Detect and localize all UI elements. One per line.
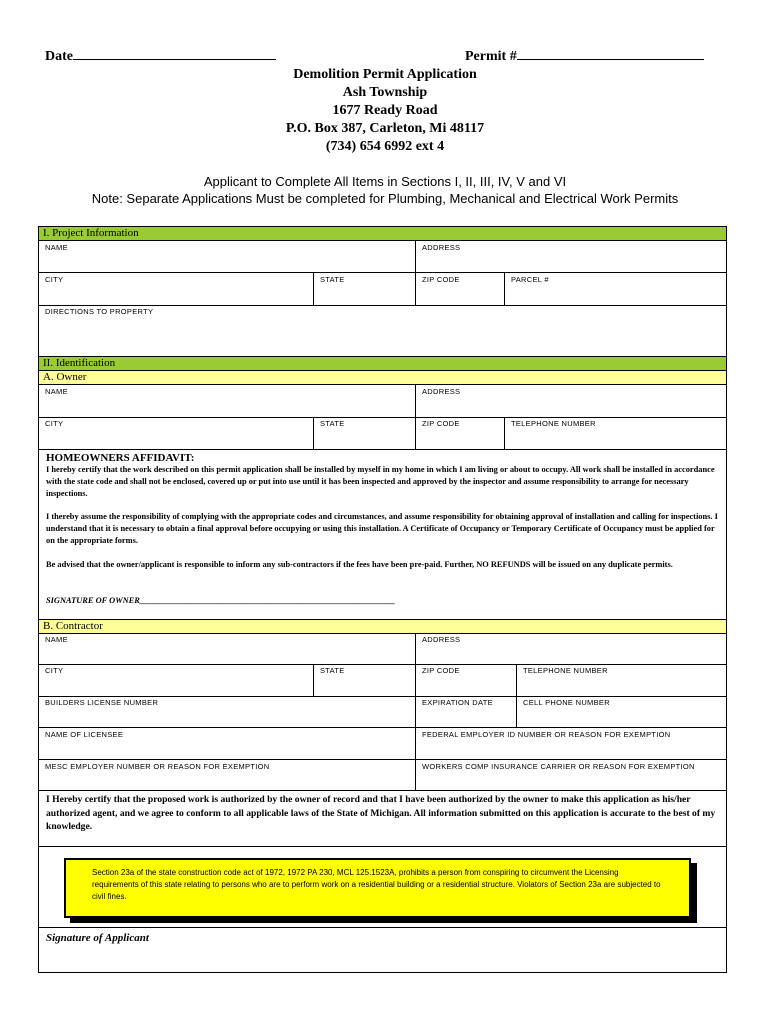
- contractor-name-label: NAME: [45, 635, 68, 644]
- owner-address-label: ADDRESS: [422, 387, 461, 396]
- owner-zip-label: ZIP CODE: [422, 419, 460, 428]
- owner-city-label: CITY: [45, 419, 64, 428]
- workers-comp-label: WORKERS COMP INSURANCE CARRIER OR REASON FOR EXEMPTION: [422, 762, 695, 771]
- section-23a-notice: Section 23a of the state construction code act of 1972, 1972 PA 230, MCL 125.1523A, prohibits a person from conspiring to circumvent the Licensing requirements of this state relating to persons who are to perform work on a residential building or a residential structure. Violators of Section 23a are subjected to civil fines.: [64, 858, 691, 918]
- divider: [313, 664, 314, 696]
- applicant-signature-label[interactable]: Signature of Applicant: [46, 932, 149, 944]
- contractor-subheader: B. Contractor: [39, 620, 726, 634]
- affidavit-paragraph-1: I hereby certify that the work described on this permit application shall be installed by myself in my home in which I am living or about to occupy. All work shall be installed in accordance with the state code and shall not be enclosed, covered up or put into use until it has been inspected and approved by the inspector and assume responsibility to arrange for necessary inspections.: [46, 465, 715, 498]
- contractor-city-label: CITY: [45, 666, 64, 675]
- section-2-header: II. Identification: [39, 357, 726, 371]
- section-1-header: I. Project Information: [39, 227, 726, 241]
- permit-blank[interactable]: [517, 47, 704, 60]
- owner-signature-line[interactable]: SIGNATURE OF OWNER_____________________________________________________________: [46, 596, 396, 605]
- permit-label: Permit #: [465, 49, 517, 64]
- divider: [39, 846, 726, 847]
- township-name: Ash Township: [342, 85, 428, 100]
- affidavit-paragraph-2: I thereby assume the responsibility of complying with the appropriate codes and circumstances, and assume responsibility for obtaining approval of installation and calling for inspections. I understand that it is necessary to obtain a final approval before occupying or using this installation. A Certificate of Occupancy or Temporary Certificate of Occupancy must be applied for on the appropriate forms.: [46, 512, 718, 545]
- mesc-employer-label: MESC EMPLOYER NUMBER OR REASON FOR EXEMPTION: [45, 762, 270, 771]
- parcel-label: PARCEL #: [511, 275, 549, 284]
- divider: [39, 696, 726, 697]
- expiration-date-label: EXPIRATION DATE: [422, 698, 493, 707]
- divider: [313, 417, 314, 449]
- divider: [39, 927, 726, 928]
- federal-employer-id-label: FEDERAL EMPLOYER ID NUMBER OR REASON FOR EXEMPTION: [422, 730, 671, 739]
- project-address-label: ADDRESS: [422, 243, 461, 252]
- project-zip-label: ZIP CODE: [422, 275, 460, 284]
- licensee-name-label: NAME OF LICENSEE: [45, 730, 124, 739]
- application-form: [38, 226, 727, 973]
- owner-telephone-label: TELEPHONE NUMBER: [511, 419, 596, 428]
- form-title: Demolition Permit Application: [293, 67, 477, 82]
- instructions-line-2: Note: Separate Applications Must be completed for Plumbing, Mechanical and Electrical Work Permits: [91, 191, 679, 206]
- project-name-label: NAME: [45, 243, 68, 252]
- project-state-label: STATE: [320, 275, 345, 284]
- project-city-label: CITY: [45, 275, 64, 284]
- date-label: Date: [45, 49, 73, 64]
- cell-phone-label: CELL PHONE NUMBER: [523, 698, 610, 707]
- directions-label: DIRECTIONS TO PROPERTY: [45, 307, 154, 316]
- divider: [39, 727, 726, 728]
- builders-license-label: BUILDERS LICENSE NUMBER: [45, 698, 159, 707]
- divider: [39, 272, 726, 273]
- owner-subheader: A. Owner: [39, 371, 726, 385]
- divider: [39, 664, 726, 665]
- divider: [313, 272, 314, 305]
- divider: [39, 305, 726, 306]
- owner-name-label: NAME: [45, 387, 68, 396]
- divider: [39, 417, 726, 418]
- owner-state-label: STATE: [320, 419, 345, 428]
- affidavit-title: HOMEOWNERS AFFIDAVIT:: [46, 452, 195, 464]
- divider: [415, 633, 416, 790]
- contractor-zip-label: ZIP CODE: [422, 666, 460, 675]
- divider: [39, 759, 726, 760]
- divider: [39, 790, 726, 791]
- certification-statement: I Hereby certify that the proposed work is authorized by the owner of record and that I have been authorized by the owner to make this application as his/her authorized agent, and we agree to conform to all applicable laws of the State of Michigan. All information submitted on this application is accurate to the best of my knowledge.: [46, 794, 716, 832]
- divider: [39, 449, 726, 450]
- contractor-state-label: STATE: [320, 666, 345, 675]
- date-field[interactable]: [45, 47, 276, 65]
- instructions-line-1: Applicant to Complete All Items in Sections I, II, III, IV, V and VI: [203, 174, 567, 189]
- contractor-address-label: ADDRESS: [422, 635, 461, 644]
- phone-number: (734) 654 6992 ext 4: [325, 139, 445, 154]
- affidavit-paragraph-3: Be advised that the owner/applicant is responsible to inform any sub-contractors if the fees have been pre-paid. Further, NO REFUNDS will be issued on any duplicate permits.: [46, 560, 673, 569]
- contractor-telephone-label: TELEPHONE NUMBER: [523, 666, 608, 675]
- po-box: P.O. Box 387, Carleton, Mi 48117: [285, 121, 485, 136]
- street-address: 1677 Ready Road: [332, 103, 438, 118]
- divider: [504, 417, 505, 449]
- date-blank[interactable]: [73, 47, 276, 60]
- permit-number-field[interactable]: [465, 47, 704, 65]
- divider: [504, 272, 505, 305]
